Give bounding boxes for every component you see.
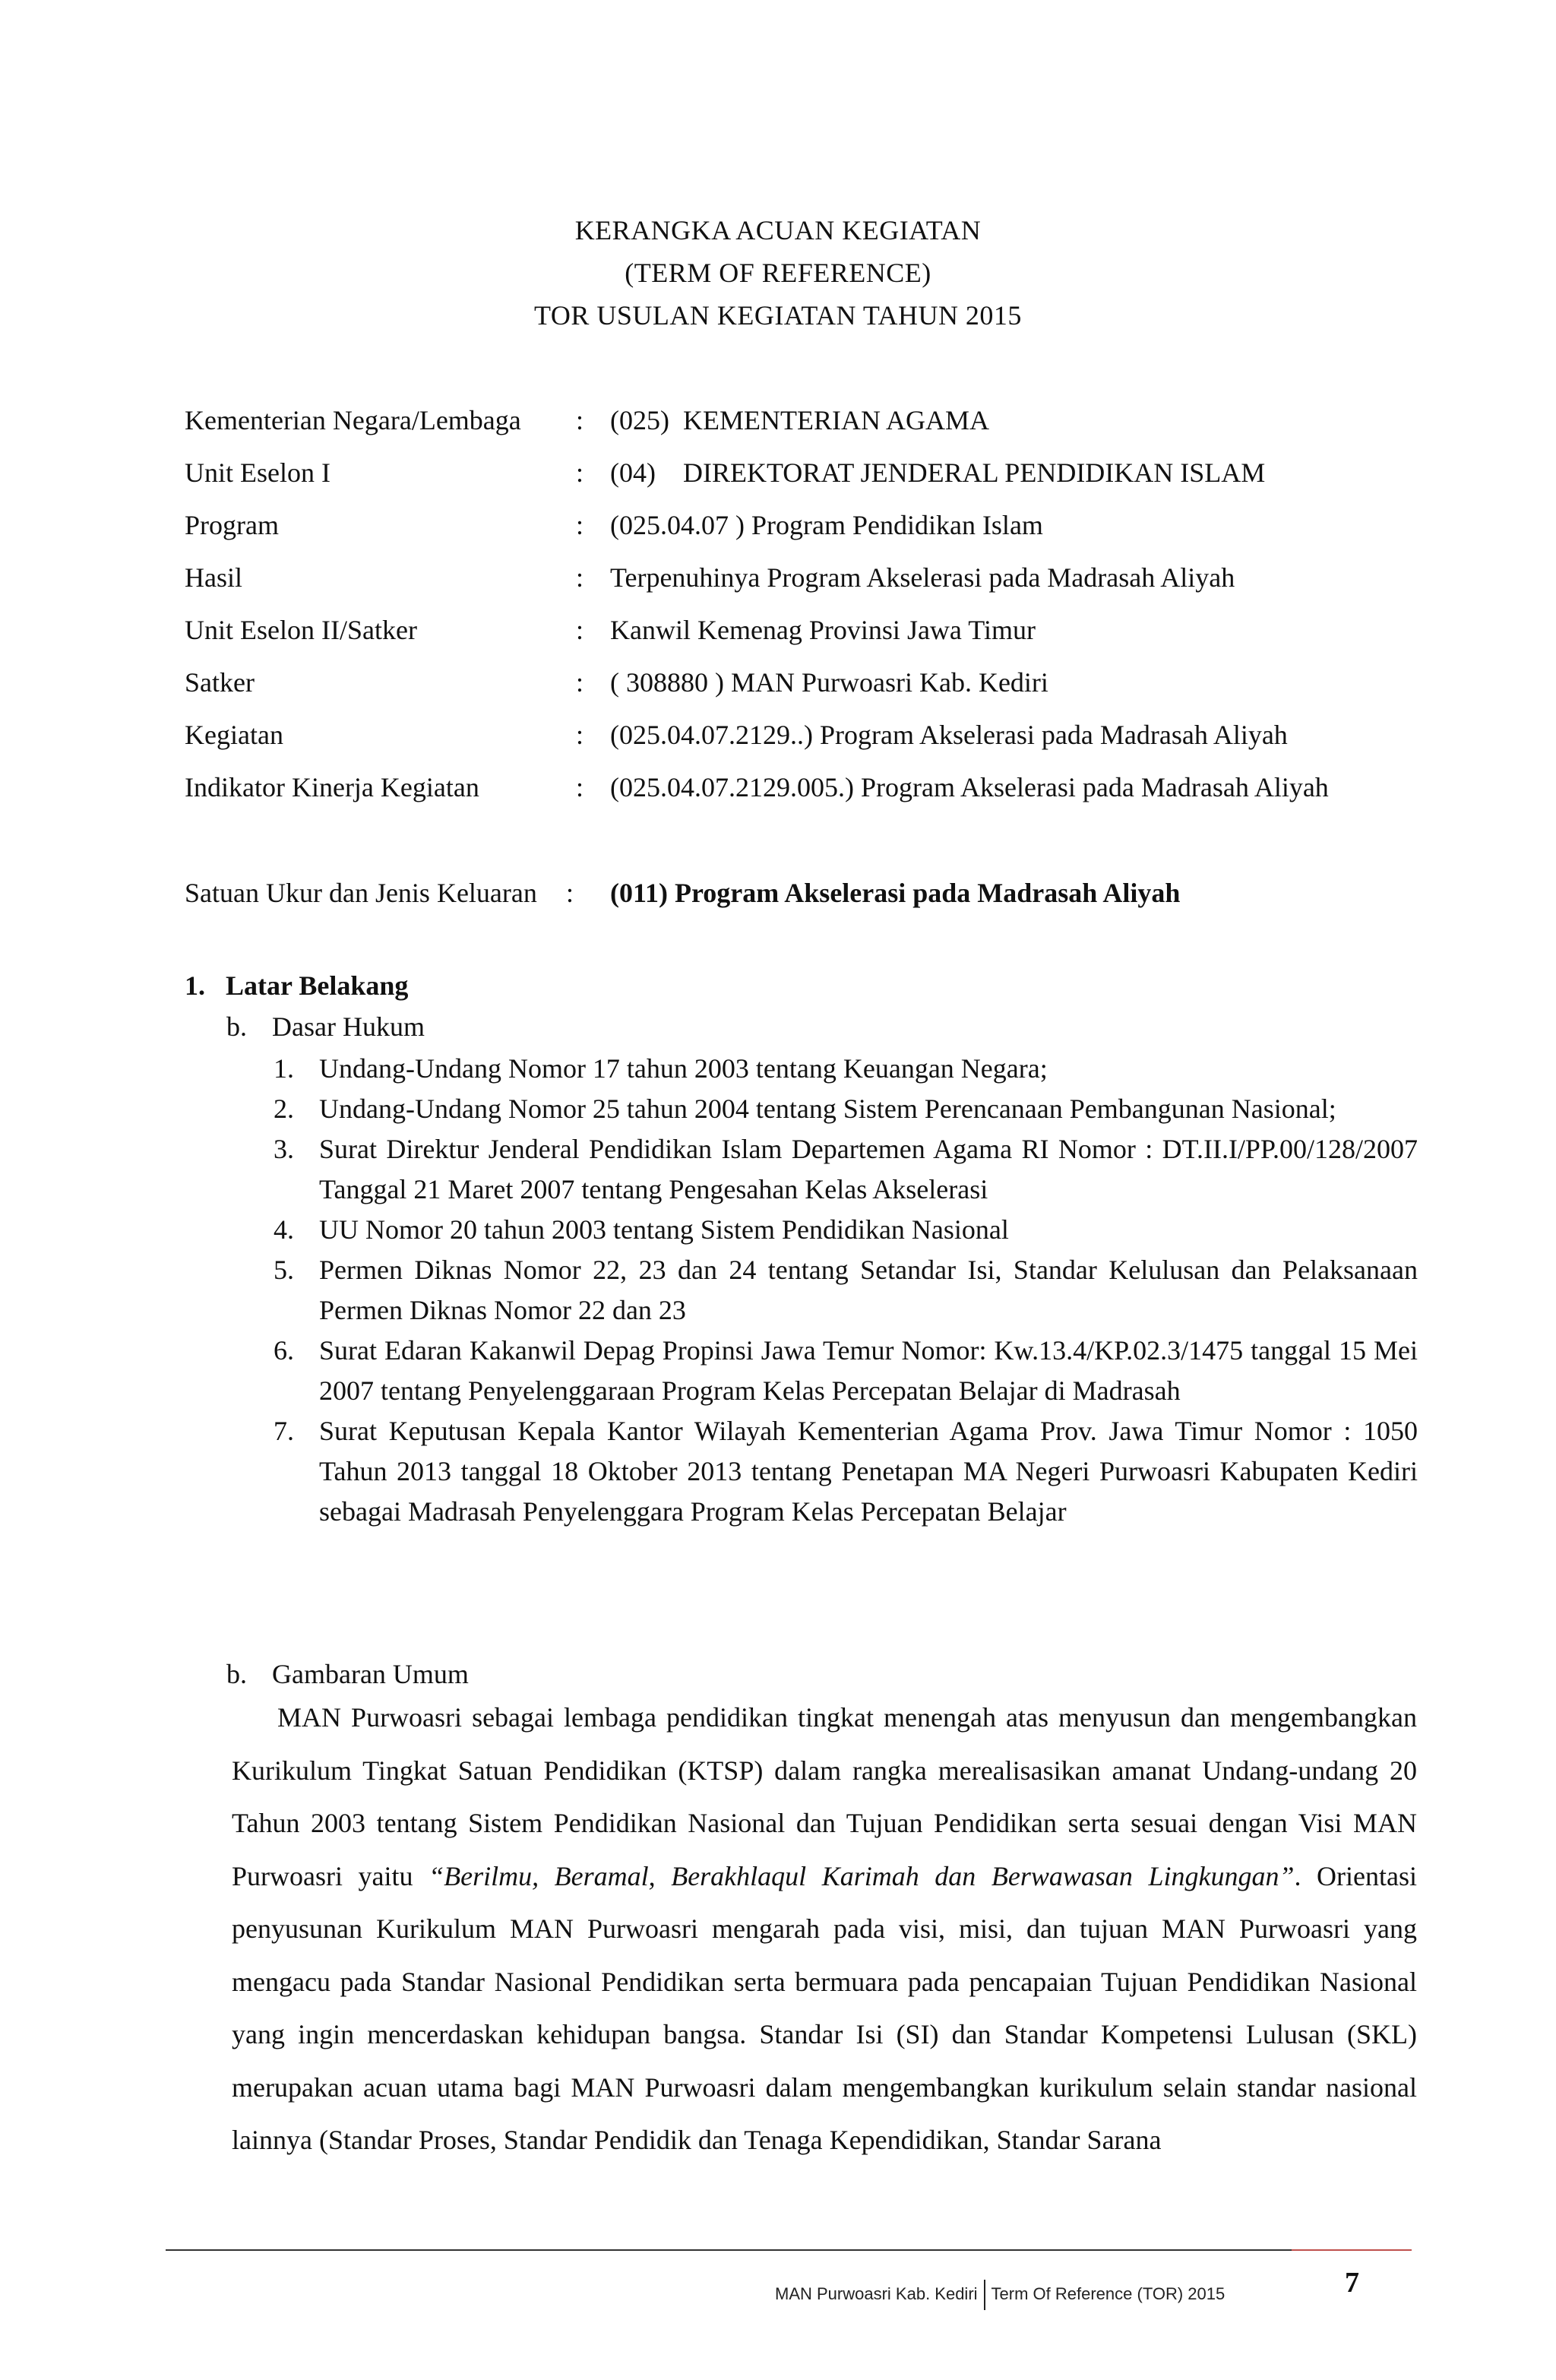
identity-label: Indikator Kinerja Kegiatan: [185, 772, 479, 802]
identity-value: (025.04.07.2129..) Program Akselerasi pada Madrasah Aliyah: [610, 720, 1288, 750]
list-number: 7.: [274, 1416, 294, 1446]
page-number: 7: [1345, 2267, 1359, 2299]
identity-value: Kanwil Kemenag Provinsi Jawa Timur: [610, 615, 1036, 645]
identity-colon: :: [576, 720, 584, 750]
identity-label: Program: [185, 510, 279, 540]
list-number: 1.: [274, 1053, 294, 1084]
identity-value: (025) KEMENTERIAN AGAMA: [610, 405, 989, 435]
identity-row: [185, 710, 1415, 755]
subsection-title: Gambaran Umum: [272, 1659, 469, 1689]
identity-row: [185, 657, 1415, 703]
list-number: 2.: [274, 1093, 294, 1124]
list-text: Undang-Undang Nomor 25 tahun 2004 tentang Sistem Perencanaan Pembangunan Nasional;: [319, 1093, 1336, 1124]
footer-accent-line: [1292, 2249, 1412, 2251]
list-text: Surat Direktur Jenderal Pendidikan Islam Departemen Agama RI Nomor : DT.II.I/PP.00/128/2007 Tanggal 21 Maret 2007 tentang Pengesahan Kelas Akselerasi: [319, 1134, 1418, 1204]
identity-row: [185, 500, 1415, 546]
identity-colon: :: [576, 457, 584, 488]
identity-value: Terpenuhinya Program Akselerasi pada Madrasah Aliyah: [610, 562, 1235, 593]
list-number: 6.: [274, 1335, 294, 1366]
subsection-heading: [226, 1658, 469, 1690]
identity-row: [185, 762, 1415, 808]
identity-label: Unit Eselon II/Satker: [185, 615, 417, 645]
identity-row: [185, 868, 1415, 913]
list-text: Surat Edaran Kakanwil Depag Propinsi Jawa Temur Nomor: Kw.13.4/KP.02.3/1475 tanggal 15 Mei 2007 tentang Penyelenggaraan Program Kelas Percepatan Belajar di Madrasah: [319, 1335, 1418, 1406]
subsection-title: Dasar Hukum: [272, 1011, 425, 1042]
footer-separator: [984, 2280, 985, 2310]
list-number: 3.: [274, 1134, 294, 1164]
identity-value: ( 308880 ) MAN Purwoasri Kab. Kediri: [610, 667, 1048, 698]
list-text: Undang-Undang Nomor 17 tahun 2003 tentang Keuangan Negara;: [319, 1053, 1048, 1084]
identity-label: Unit Eselon I: [185, 457, 330, 488]
paragraph-text: . Orientasi penyusunan Kurikulum MAN Purwoasri mengarah pada visi, misi, dan tujuan MAN Purwoasri yang mengacu pada Standar Nasional Pendidikan serta bermuara pada pencapaian Tujuan Pendidikan Nasional yang ingin mencerdaskan kehidupan bangsa. Standar Isi (SI) dan Standar Kompetensi Lulusan (SKL) merupakan acuan utama bagi MAN Purwoasri dalam mengembangkan kurikulum selain standar nasional lainnya (Standar Proses, Standar Pendidik dan Tenaga Kependidikan, Standar Sarana: [232, 1860, 1417, 2155]
identity-colon: :: [566, 878, 574, 908]
legal-basis-list: [274, 1049, 1418, 1532]
footer-document: Term Of Reference (TOR) 2015: [991, 2283, 1226, 2303]
footer-divider: [166, 2249, 1412, 2251]
list-item: [274, 1331, 1418, 1411]
title-line-2: (TERM OF REFERENCE): [625, 258, 931, 288]
identity-label: Kementerian Negara/Lembaga: [185, 405, 521, 435]
identity-value: (025.04.07 ) Program Pendidikan Islam: [610, 510, 1043, 540]
identity-colon: :: [576, 405, 584, 435]
section-number: 1.: [185, 970, 205, 1001]
subsection-letter: b.: [226, 1659, 247, 1689]
identity-colon: :: [576, 667, 584, 698]
identity-value: (04) DIREKTORAT JENDERAL PENDIDIKAN ISLAM: [610, 457, 1266, 488]
page-footer: [775, 2280, 1225, 2310]
identity-label: Kegiatan: [185, 720, 283, 750]
overview-paragraph: [232, 1692, 1417, 2167]
subsection-heading: [226, 1011, 425, 1043]
paragraph-text: MAN Purwoasri sebagai lembaga pendidikan tingkat menengah atas menyusun dan mengembangkan Kurikulum Tingkat Satuan Pendidikan (KTSP) dalam rangka merealisasikan amanat Undang-undang 20 Tahun 2003 tentang Sistem Pendidikan Nasional dan Tujuan Pendidikan serta sesuai dengan Visi MAN Purwoasri yaitu: [232, 1702, 1417, 1891]
identity-label: Satker: [185, 667, 255, 698]
identity-row: [185, 395, 1415, 441]
list-number: 5.: [274, 1255, 294, 1285]
identity-value: (025.04.07.2129.005.) Program Akselerasi pada Madrasah Aliyah: [610, 772, 1329, 802]
identity-label: Satuan Ukur dan Jenis Keluaran: [185, 878, 537, 908]
list-item: [274, 1049, 1418, 1089]
identity-row: [185, 448, 1415, 493]
list-item: [274, 1129, 1418, 1210]
footer-school: MAN Purwoasri Kab. Kediri: [775, 2283, 978, 2303]
identity-colon: :: [576, 615, 584, 645]
identity-colon: :: [576, 772, 584, 802]
subsection-letter: b.: [226, 1011, 247, 1042]
list-text: Surat Keputusan Kepala Kantor Wilayah Kementerian Agama Prov. Jawa Timur Nomor : 1050 Tahun 2013 tanggal 18 Oktober 2013 tentang Penetapan MA Negeri Purwoasri Kabupaten Kediri sebagai Madrasah Penyelenggara Program Kelas Percepatan Belajar: [319, 1416, 1418, 1527]
list-item: [274, 1411, 1418, 1532]
identity-value: (011) Program Akselerasi pada Madrasah Aliyah: [610, 878, 1181, 908]
identity-row: [185, 552, 1415, 598]
list-text: UU Nomor 20 tahun 2003 tentang Sistem Pendidikan Nasional: [319, 1214, 1009, 1245]
list-item: [274, 1250, 1418, 1331]
section-heading: [185, 970, 408, 1002]
list-text: Permen Diknas Nomor 22, 23 dan 24 tentang Setandar Isi, Standar Kelulusan dan Pelaksanaan Permen Diknas Nomor 22 dan 23: [319, 1255, 1418, 1325]
identity-colon: :: [576, 562, 584, 593]
list-item: [274, 1210, 1418, 1250]
identity-label: Hasil: [185, 562, 242, 593]
list-item: [274, 1089, 1418, 1129]
section-title: Latar Belakang: [226, 970, 409, 1001]
identity-row: [185, 605, 1415, 650]
identity-colon: :: [576, 510, 584, 540]
list-number: 4.: [274, 1214, 294, 1245]
title-line-3: TOR USULAN KEGIATAN TAHUN 2015: [534, 300, 1022, 331]
title-line-1: KERANGKA ACUAN KEGIATAN: [574, 215, 982, 245]
school-motto: “Berilmu, Beramal, Berakhlaqul Karimah dan Berwawasan Lingkungan”: [429, 1860, 1295, 1891]
